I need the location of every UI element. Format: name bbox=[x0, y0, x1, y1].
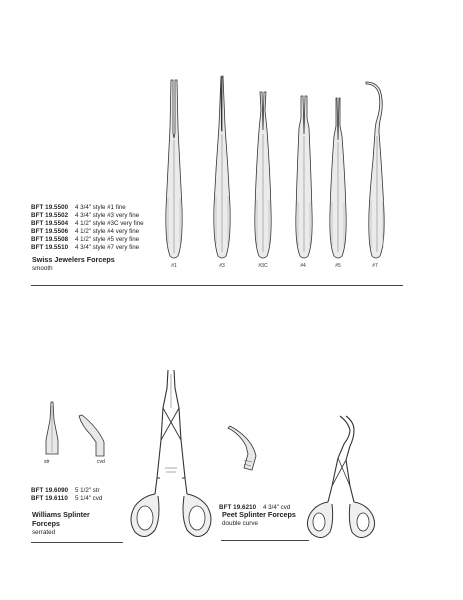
forceps-label: #7 bbox=[372, 263, 378, 269]
williams-divider bbox=[31, 542, 123, 543]
item-code: BFT 19.5508 bbox=[31, 236, 69, 243]
tip-label-str: str bbox=[44, 459, 50, 465]
item-desc: 5 1/2" str bbox=[75, 487, 100, 494]
forceps-label: #5 bbox=[335, 263, 341, 269]
peet-subtitle: double curve bbox=[222, 520, 259, 527]
forceps-4-illustration bbox=[292, 94, 316, 260]
forceps-label: #3C bbox=[258, 263, 268, 269]
item-code: BFT 19.5504 bbox=[31, 220, 69, 227]
item-code: BFT 19.5502 bbox=[31, 212, 69, 219]
peet-forceps-illustration bbox=[304, 414, 380, 544]
forceps-5-illustration bbox=[326, 96, 350, 260]
item-desc: 4 3/4" style #1 fine bbox=[75, 204, 126, 211]
forceps-1-illustration bbox=[162, 78, 186, 260]
swiss-title: Swiss Jewelers Forceps bbox=[32, 255, 115, 264]
item-code: BFT 19.5500 bbox=[31, 204, 69, 211]
williams-title-line1: Williams Splinter bbox=[32, 510, 90, 519]
forceps-3-illustration bbox=[210, 76, 234, 260]
forceps-label: #1 bbox=[171, 263, 177, 269]
item-code: BFT 19.6110 bbox=[31, 495, 68, 502]
item-code: BFT 19.5510 bbox=[31, 244, 69, 251]
curved-tip-illustration bbox=[76, 412, 106, 458]
forceps-7-illustration bbox=[362, 80, 388, 260]
item-desc: 4 3/4" style #3 very fine bbox=[75, 212, 140, 219]
item-desc: 4 3/4" style #7 very fine bbox=[75, 244, 140, 251]
straight-tip-illustration bbox=[42, 400, 62, 458]
tip-label-cvd: cvd bbox=[97, 459, 105, 465]
forceps-label: #3 bbox=[219, 263, 225, 269]
forceps-label: #4 bbox=[300, 263, 306, 269]
item-desc: 4 1/2" style #4 very fine bbox=[75, 228, 140, 235]
section-divider bbox=[31, 285, 403, 286]
peet-divider bbox=[221, 540, 309, 541]
forceps-3c-illustration bbox=[251, 90, 275, 260]
item-code: BFT 19.5506 bbox=[31, 228, 69, 235]
item-code: BFT 19.6210 bbox=[219, 504, 257, 511]
item-code: BFT 19.6090 bbox=[31, 487, 69, 494]
williams-forceps-illustration bbox=[125, 368, 217, 544]
williams-title-line2: Forceps bbox=[32, 519, 60, 528]
item-desc: 5 1/4" cvd bbox=[75, 495, 103, 502]
swiss-subtitle: smooth bbox=[32, 265, 53, 272]
item-desc: 4 1/2" style #3C very fine bbox=[75, 220, 144, 227]
item-desc: 4 3/4" cvd bbox=[263, 504, 291, 511]
item-desc: 4 1/2" style #5 very fine bbox=[75, 236, 140, 243]
peet-title: Peet Splinter Forceps bbox=[222, 510, 296, 519]
peet-tip-illustration bbox=[224, 424, 258, 474]
williams-subtitle: serrated bbox=[32, 529, 56, 536]
